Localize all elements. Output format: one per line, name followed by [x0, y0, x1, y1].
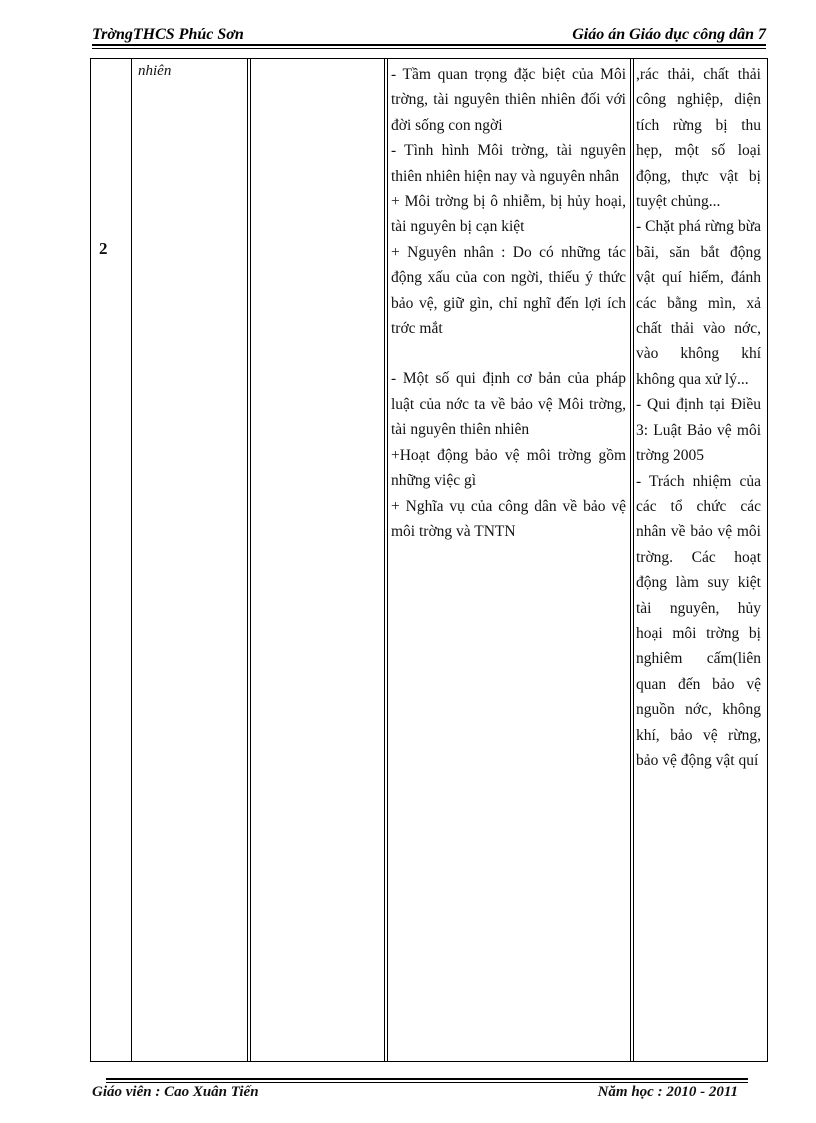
- header-rule-thin: [92, 48, 766, 49]
- notes-paragraph: ,rác thải, chất thải công nghiệp, diện tích rừng bị thu hẹp, một số loại động, thực vật bị tuyệt chủng...: [636, 66, 761, 211]
- content-spacer: [391, 341, 626, 366]
- content-paragraph: + Môi trờng bị ô nhiễm, bị hủy hoại, tài nguyên bị cạn kiệt: [391, 193, 626, 236]
- row-number: 2: [99, 239, 108, 258]
- content-paragraph: - Một số qui định cơ bản của pháp luật của nớc ta về bảo vệ Môi trờng, tài nguyên thiên nhiên: [391, 370, 626, 439]
- column-divider: [247, 59, 248, 1061]
- notes-cell: [636, 62, 761, 773]
- notes-paragraph: - Qui định tại Điều 3: Luật Bảo vệ môi trờng 2005: [636, 396, 761, 465]
- teacher-name: Giáo viên : Cao Xuân Tiến: [92, 1084, 259, 1100]
- school-year: Năm học : 2010 - 2011: [597, 1084, 738, 1100]
- content-cell: [391, 62, 626, 544]
- school-name: TrờngTHCS Phúc Sơn: [92, 26, 244, 43]
- notes-paragraph: - Chặt phá rừng bừa bãi, săn bắt động vật quí hiếm, đánh các bằng mìn, xả chất thải vào nớc, vào không khí không qua xử lý...: [636, 218, 761, 388]
- footer-rule-thin: [106, 1082, 748, 1083]
- column-divider: [630, 59, 631, 1061]
- footer-rule: [106, 1078, 748, 1080]
- page-footer: [92, 1084, 738, 1102]
- header-rule: [92, 44, 766, 46]
- topic-cell: nhiên: [138, 63, 172, 79]
- notes-paragraph: - Trách nhiệm của các tổ chức các nhân về bảo vệ môi trờng. Các hoạt động làm suy kiệt tài nguyên, hủy hoại môi trờng bị nghiêm cấm(liên quan đến bảo vệ nguồn nớc, không khí, bảo vệ rừng, bảo vệ động vật quí: [636, 472, 761, 769]
- column-divider: [384, 59, 385, 1061]
- content-paragraph: +Hoạt động bảo vệ môi trờng gồm những việc gì: [391, 446, 626, 490]
- content-paragraph: - Tầm quan trọng đặc biệt của Môi trờng, tài nguyên thiên nhiên đối với đời sống con ngời: [391, 66, 626, 134]
- content-paragraph: - Tình hình Môi trờng, tài nguyên thiên nhiên hiện nay và nguyên nhân: [391, 142, 626, 185]
- lesson-table: [90, 58, 768, 1062]
- content-paragraph: + Nghĩa vụ của công dân về bảo vệ môi trờng và TNTN: [391, 497, 626, 540]
- column-divider: [131, 59, 132, 1061]
- subject-title: Giáo án Giáo dục công dân 7: [572, 26, 766, 43]
- page-header: [92, 26, 766, 44]
- content-paragraph: + Nguyên nhân : Do có những tác động xấu của con ngời, thiếu ý thức bảo vệ, giữ gìn, chỉ nghĩ đến lợi ích trớc mắt: [391, 243, 626, 338]
